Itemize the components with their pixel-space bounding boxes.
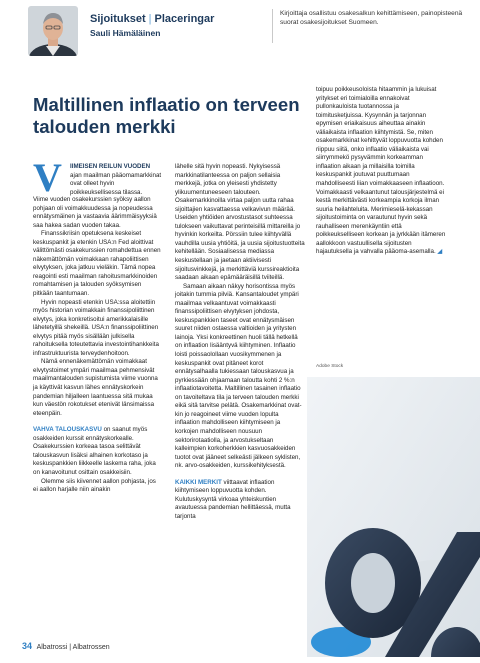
- subhead: KAIKKI MERKIT: [175, 478, 222, 486]
- publication-name: Albatrossi: [36, 644, 68, 651]
- paragraph: Finanssikriisin opetuksena keskeiset keskuspankit ja etenkin USA:n Fed aloittivat välittömästi osakekurssien romahdettua ennen näkemättömän voimakkaan rahapoliittisen elvytyksen, joka jatkuu vieläkin. Tämä nopea reagointi esti maailman rahoitusmarkkinoiden romahtamisen ja talouden syöksymisen pitkään taantumaan.: [33, 230, 161, 298]
- author-portrait: [28, 6, 78, 56]
- percent-symbol-image: [307, 377, 480, 657]
- lead-caps: IIMEISEN REILUN VUODEN: [70, 163, 151, 170]
- paragraph-text: viittaavat inflaation kiihtymiseen loppuvuotta kohden. Kulutuskysyntä virkoaa yhteiskuntien avautuessa pandemian hellittäessä, mutta tarjonta: [175, 478, 291, 520]
- paragraph: Viime vuoden osakekurssien syöksy aallon pohjaan oli voimakkuudessa ja nopeudessa ennätysmäinen ja vastaavia äärimmäisyyksiä saa hakea sadan vuoden takaa.: [33, 196, 157, 229]
- author-name: Sauli Hämäläinen: [90, 28, 161, 38]
- paragraph: [175, 479, 305, 522]
- header-divider: [272, 9, 273, 43]
- page-footer: [22, 641, 110, 651]
- lead-paragraph: [70, 163, 162, 197]
- paragraph-text: on saanut myös osakkeiden kurssit ennätyskorkealle. Osakekurssien korkeaa tasoa selittävät talouskasvun lisäksi alhainen korkotaso ja keskuspankkien liikkeelle laskema raha, joka on kanavoitunut osittain osakkeisiin.: [33, 426, 156, 476]
- page-header: [0, 0, 480, 58]
- article-title: Maltillinen inflaatio on terveen talouden merkki: [33, 94, 300, 137]
- drop-cap: V: [33, 155, 62, 200]
- subsection-name: Placeringar: [154, 13, 215, 25]
- publication-name-sv: Albatrossen: [72, 644, 110, 651]
- article-column-2: [175, 163, 305, 521]
- footer-separator: |: [69, 644, 72, 651]
- article-column-3: [316, 86, 446, 257]
- paragraph: Samaan aikaan näkyy horisontissa myös joitakin tummia pilviä. Kansantaloudet ympäri maailmaa velkaantuvat voimakkaasti finanssipoliittisen elvytyksen johdosta, keskuspankkien taseet ovat ennätysmäisen suuret niiden ostaessa valtioiden ja yritysten lainoja. Yksi konkreettinen huoli tällä hetkellä on inflaation lisääntyvä kiihtyminen. Inflaatio loisti poissaolollaan vuosikymmenen ja keskuspankit ovat pitäneet korot ennätysalhaalla tukiessaan talouskasvua ja pyrkiessään ohjaamaan taloutta kohti 2 %:n inflaatiotavoitetta. Maltillinen tasainen inflaatio on tavoiteltava tila ja terveen talouden merkki eikä sitä tarvitse pelätä. Osakemarkkinat ovat-kin jo reagoineet viime vuoden lopulta inflaation mahdolliseen kiihtymiseen ja korkojen mahdolliseen nousuun sektorirotaatiolla, ja arvostukseltaan kalleimpien korkoherkkien kasvuosakkeiden tuotot ovat jääneet selkeästi jälkeen syklisten, nk. arvo-osakkeiden, kurssikehityksestä.: [175, 282, 302, 470]
- page-number: 34: [22, 641, 33, 651]
- end-mark-icon: ◢: [437, 248, 443, 256]
- section-label: [90, 13, 214, 25]
- photo-credit: Adobe Stock: [316, 364, 344, 369]
- paragraph-text: toipuu poikkeusoloista hitaammin ja lukuisat yritykset eri toimialoilla ennakoivat pullonkauloista tuotannossa ja toimitusketjuissa. Kysynnän ja tarjonnan epymisen eriaikaisuus aiheuttaa ainakin väliaikaista inflaation kiihtymistä. Se, miten osakemarkkinat kehittyvät loppuvuotta kohden riippuu siitä, onko inflaatio väliaikaista vai siirrymmekö pysyvämmin korkeamman inflaation aikaan ja millaisilla toimilla keskuspankit joutuvat puuttumaan mahdolliseesti liian voimakkaaseen inflaatioon. Voimakkaasti velkaantunut talousjärjestelmä ei kestä merkittävästi korkeampia korkoja ilman suuria heilahteluita. Merimieselä-kekassan sijoitustoiminta on varautunut hyvin sekä rauhalliseen merenkäyntiin että poikkeukselliseen korkean ja jyrkkään itämeren aallokkoon vastuullisella sijoitusten hajautuksella ja vahvalla pääoma-asemalla.: [316, 86, 446, 256]
- paragraph: lähelle sitä hyvin nopeasti. Nykyisessä markkinatilanteessa on paljon sellaisia merkkejä, jotka on yleisesti yhdistetty ylikuumentuneeseen talouteen. Osakemarkkinoilla virtaa paljon uutta rahaa sijoittajien kasvattaessa velkavivun määrää. Useiden yhtiöiden arvostustasot suhteessa tulokseen vaikuttavat perinteisillä mittareilla jo hyvinkin korkeilta. Pörssiin tulee kiihtyvällä vauhdilla uusia yhtiöitä, ja uusia sijoitustuotteita kehitellään. Sosiaalisessa mediassa keskustellaan ja jaetaan aktiivisesti sijoitusvinkkejä, ja merkittäviä kurssireaktioita saadaan aikaan epämääräisillä tviiteillä.: [175, 163, 305, 282]
- paragraph: [33, 426, 161, 477]
- lead-text: ajan maailman pääomamarkkinat ovat olleet hyvin poikkeuksellisessa tilassa.: [70, 171, 162, 196]
- paragraph: Olemme siis kiivennet aallon pohjasta, jos ei aallon harjalle niin ainakin: [33, 477, 156, 494]
- paragraph: Hyvin nopeasti etenkin USA:ssa aloitettiin myös historian voimakkain finanssipoliittinen elvytys, joka konkretisoitui amerikkalaisille lähetetyillä shekeillä. USA:n finanssipoliittinen elvytys pitää myös sisällään julkisella rahoituksella toteutettavia investointihankkeita infrastruktuuristа terveydenhoitoon.: [33, 298, 159, 357]
- author-intro: Kirjoittaja osallistuu osakesalkun kehittämiseen, painopisteenä suorat osakesijoitukset Suomeen.: [280, 10, 463, 27]
- section-separator: |: [148, 13, 152, 25]
- subhead: VAHVA TALOUSKASVU: [33, 426, 102, 434]
- paragraph: Nämä ennenäkemättömän voimakkaat elvytystoimet ympäri maailmaa pehmensivät maailmantalouden supistumista viime vuonna ja käyttivät kasvun lähes ennätyskorkein pandemian hiljalleen laantuessa sitä mukaa kun väestön rokotukset etenivät länsimaissa eteenpäin.: [33, 358, 158, 417]
- section-name: Sijoitukset: [90, 13, 146, 25]
- article-column-1: [33, 196, 161, 495]
- paragraph: [316, 86, 446, 257]
